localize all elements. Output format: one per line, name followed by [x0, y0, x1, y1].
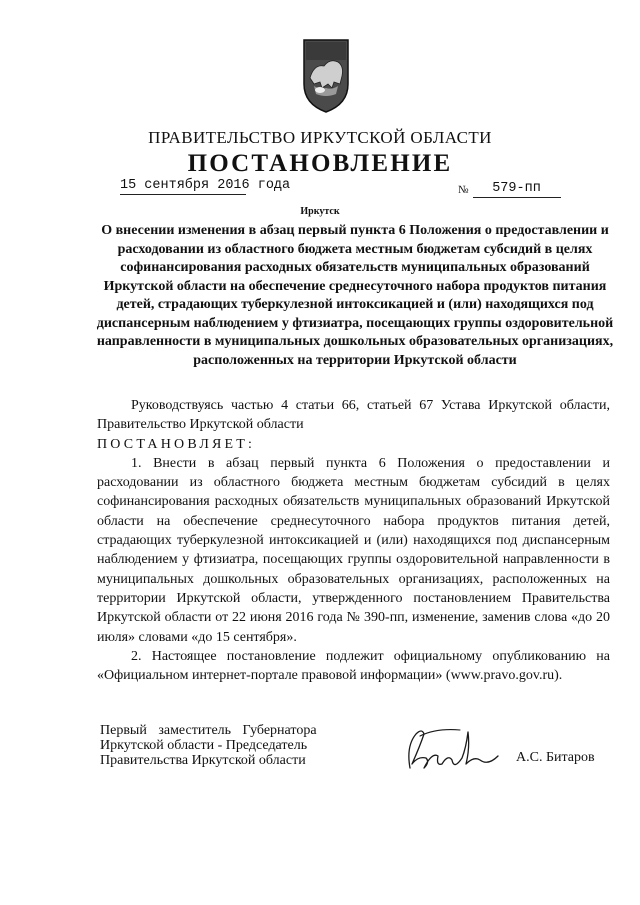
decrees-word: ПОСТАНОВЛЯЕТ: [97, 436, 256, 452]
item-2-paragraph: 2. Настоящее постановление подлежит официальному опубликованию на «Официальном интернет-портале правовой информации» (www.pravo.gov.ru). [97, 648, 610, 684]
item-1-paragraph: 1. Внести в абзац первый пункта 6 Положения о предоставлении и расходовании из областного бюджета местным бюджетам субсидий в целях софинансирования расходных обязательств муниципальных образований Иркутской области на обеспечение среднесуточного набора продуктов питания детей, страдающих туберкулезной интоксикацией и (или) находящихся под диспансерным наблюдением у фтизиатра, посещающих группы оздоровительной направленности в муниципальных дошкольных образовательных организациях, расположенных на территории Иркутской области, утвержденного постановлением Правительства Иркутской области от 22 июня 2016 года № 390-пп, изменение, заменив слова «до 20 июля» словами «до 15 сентября». [97, 455, 610, 645]
document-type-title: ПОСТАНОВЛЕНИЕ [187, 150, 453, 177]
signer-position-line-1: Первый заместитель Губернатора [100, 723, 317, 738]
coat-of-arms-emblem [300, 38, 352, 114]
handwritten-signature [402, 726, 512, 776]
government-name: ПРАВИТЕЛЬСТВО ИРКУТСКОЙ ОБЛАСТИ [148, 128, 492, 147]
document-number-block [458, 178, 561, 198]
signer-position [100, 723, 360, 768]
number-sign: № [458, 184, 469, 196]
document-heading: О внесении изменения в абзац первый пункта 6 Положения о предоставлении и расходовании из областного бюджета местным бюджетам субсидий в целях софинансирования расходных обязательств муниципальных образований Иркутской области на обеспечение среднесуточного набора продуктов питания детей, страдающих туберкулезной интоксикацией и (или) находящихся под диспансерным наблюдением у фтизиатра, посещающих группы оздоровительной направленности в муниципальных дошкольных образовательных организациях, расположенных на территории Иркутской области [96, 223, 614, 368]
document-body [97, 396, 610, 685]
signer-position-line-3: Правительства Иркутской области [100, 753, 306, 768]
preamble-paragraph: Руководствуясь частью 4 статьи 66, статьей 67 Устава Иркутской области, Правительство Иркутской области [97, 398, 610, 433]
signer-position-line-2: Иркутской области - Председатель [100, 738, 308, 753]
document-city: Иркутск [300, 206, 340, 217]
document-date: 15 сентября 2016 года [120, 178, 291, 193]
document-number: 579-пп [473, 181, 561, 198]
signer-name: А.С. Битаров [516, 750, 595, 765]
